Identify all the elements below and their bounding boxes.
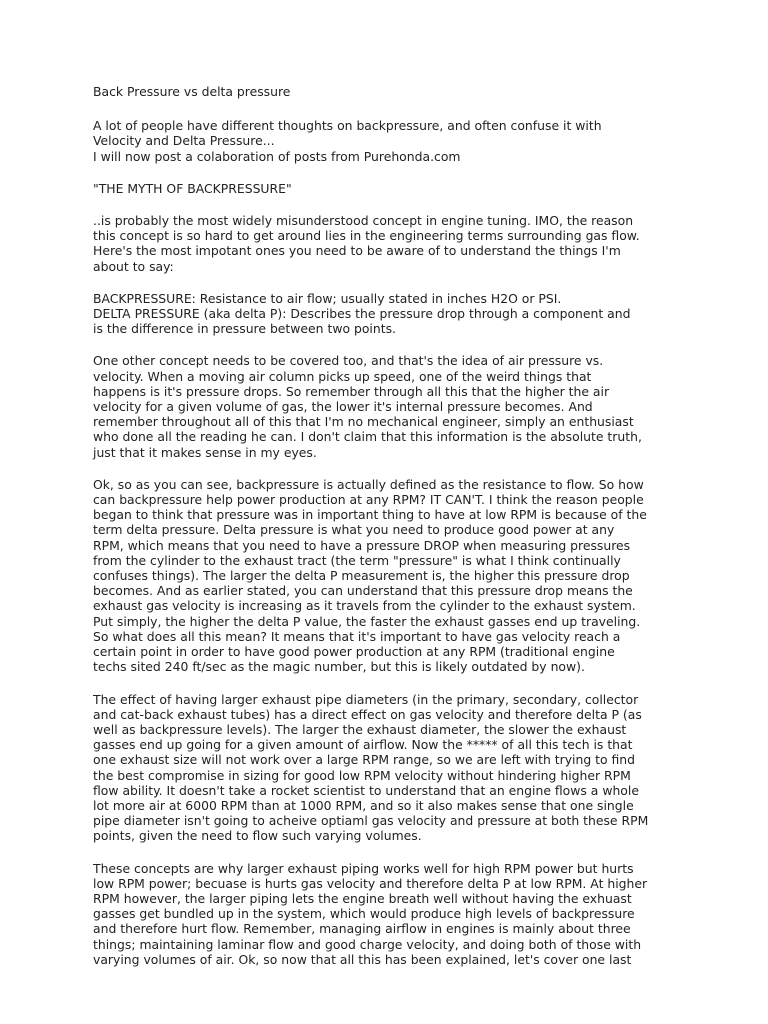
text-line: things; maintaining laminar flow and good charge velocity, and doing both of those with: [93, 936, 642, 952]
text-line: techs sited 240 ft/sec as the magic number, but this is likely outdated by now).: [93, 659, 585, 675]
text-line: and therefore hurt flow. Remember, managing airflow in engines is mainly about three: [93, 921, 631, 937]
text-line: varying volumes of air. Ok, so now that all this has been explained, let's cover one last: [93, 951, 632, 967]
text-line: and cat-back exhaust tubes) has a direct effect on gas velocity and therefore delta P (as: [93, 706, 642, 722]
text-line: began to think that pressure was in important thing to have at low RPM is because of the: [93, 507, 647, 523]
text-line: happens is it's pressure drops. So remember through all this that the higher the air: [93, 383, 610, 399]
text-line: DELTA PRESSURE (aka delta P): Describes the pressure drop through a component and: [93, 306, 631, 322]
text-line: velocity for a given volume of gas, the lower it's internal pressure becomes. And: [93, 399, 593, 415]
text-line: term delta pressure. Delta pressure is what you need to produce good power at any: [93, 522, 615, 538]
text-line: gasses end up going for a given amount of airflow. Now the ***** of all this tech is that: [93, 737, 633, 753]
text-line: "THE MYTH OF BACKPRESSURE": [93, 180, 292, 196]
text-line: velocity. When a moving air column picks up speed, one of the weird things that: [93, 368, 592, 384]
paragraph: [93, 477, 693, 675]
paragraph: [93, 692, 693, 844]
text-line: RPM, which means that you need to have a pressure DROP when measuring pressures: [93, 537, 631, 553]
text-line: remember throughout all of this that I'm no mechanical engineer, simply an enthusiast: [93, 414, 634, 430]
title-text: Back Pressure vs delta pressure: [93, 84, 291, 99]
text-line: Put simply, the higher the delta P value, the faster the exhaust gasses end up traveling.: [93, 613, 641, 629]
text-line: Here's the most impotant ones you need to be aware of to understand the things I'm: [93, 243, 621, 259]
text-line: pipe diameter isn't going to acheive optiaml gas velocity and pressure at both these RPM: [93, 813, 649, 829]
text-line: confuses things). The larger the delta P measurement is, the higher this pressure drop: [93, 568, 630, 584]
text-line: the best compromise in sizing for good low RPM velocity without hindering higher RPM: [93, 767, 631, 783]
text-line: gasses get bundled up in the system, which would produce high levels of backpressure: [93, 906, 635, 922]
paragraph: [93, 118, 693, 164]
text-line: just that it makes sense in my eyes.: [93, 444, 317, 460]
text-line: A lot of people have different thoughts on backpressure, and often confuse it with: [93, 118, 602, 134]
text-line: ..is probably the most widely misunderstood concept in engine tuning. IMO, the reason: [93, 213, 634, 229]
text-line: one exhaust size will not work over a large RPM range, so we are left with trying to find: [93, 752, 636, 768]
text-line: can backpressure help power production at any RPM? IT CAN'T. I think the reason people: [93, 492, 644, 508]
text-line: I will now post a colaboration of posts from Purehonda.com: [93, 148, 461, 164]
text-line: The effect of having larger exhaust pipe diameters (in the primary, secondary, collector: [93, 691, 639, 707]
text-line: about to say:: [93, 258, 174, 274]
text-line: So what does all this mean? It means that it's important to have gas velocity reach a: [93, 628, 621, 644]
text-line: flow ability. It doesn't take a rocket scientist to understand that an engine flows a whole: [93, 782, 639, 798]
text-line: One other concept needs to be covered too, and that's the idea of air pressure vs.: [93, 353, 604, 369]
paragraph: [93, 181, 693, 196]
text-line: These concepts are why larger exhaust piping works well for high RPM power but hurts: [93, 860, 634, 876]
text-line: this concept is so hard to get around lies in the engineering terms surrounding gas flow.: [93, 228, 640, 244]
text-line: exhaust gas velocity is increasing as it travels from the cylinder to the exhaust system.: [93, 598, 636, 614]
paragraph: [93, 861, 693, 967]
text-line: BACKPRESSURE: Resistance to air flow; usually stated in inches H2O or PSI.: [93, 290, 562, 306]
text-line: becomes. And as earlier stated, you can understand that this pressure drop means the: [93, 583, 633, 599]
text-line: Velocity and Delta Pressure...: [93, 133, 275, 149]
text-line: low RPM power; becuase is hurts gas velocity and therefore delta P at low RPM. At higher: [93, 875, 648, 891]
paragraph: [93, 353, 693, 459]
document-body: [93, 118, 693, 967]
text-line: points, given the need to flow such varying volumes.: [93, 828, 422, 844]
paragraph: [93, 213, 693, 274]
paragraph: [93, 291, 693, 337]
text-line: certain point in order to have good power production at any RPM (traditional engine: [93, 644, 615, 660]
text-line: lot more air at 6000 RPM than at 1000 RPM, and so it also makes sense that one single: [93, 797, 634, 813]
text-line: from the cylinder to the exhaust tract (the term "pressure" is what I think continually: [93, 552, 621, 568]
document-title: [93, 84, 693, 99]
text-line: well as backpressure levels). The larger the exhaust diameter, the slower the exhaust: [93, 721, 627, 737]
text-line: RPM however, the larger piping lets the engine breath well without having the exhuast: [93, 890, 632, 906]
document-page: [93, 84, 693, 984]
text-line: who done all the reading he can. I don't claim that this information is the absolute truth,: [93, 429, 642, 445]
text-line: Ok, so as you can see, backpressure is actually defined as the resistance to flow. So how: [93, 476, 644, 492]
text-line: is the difference in pressure between two points.: [93, 321, 396, 337]
